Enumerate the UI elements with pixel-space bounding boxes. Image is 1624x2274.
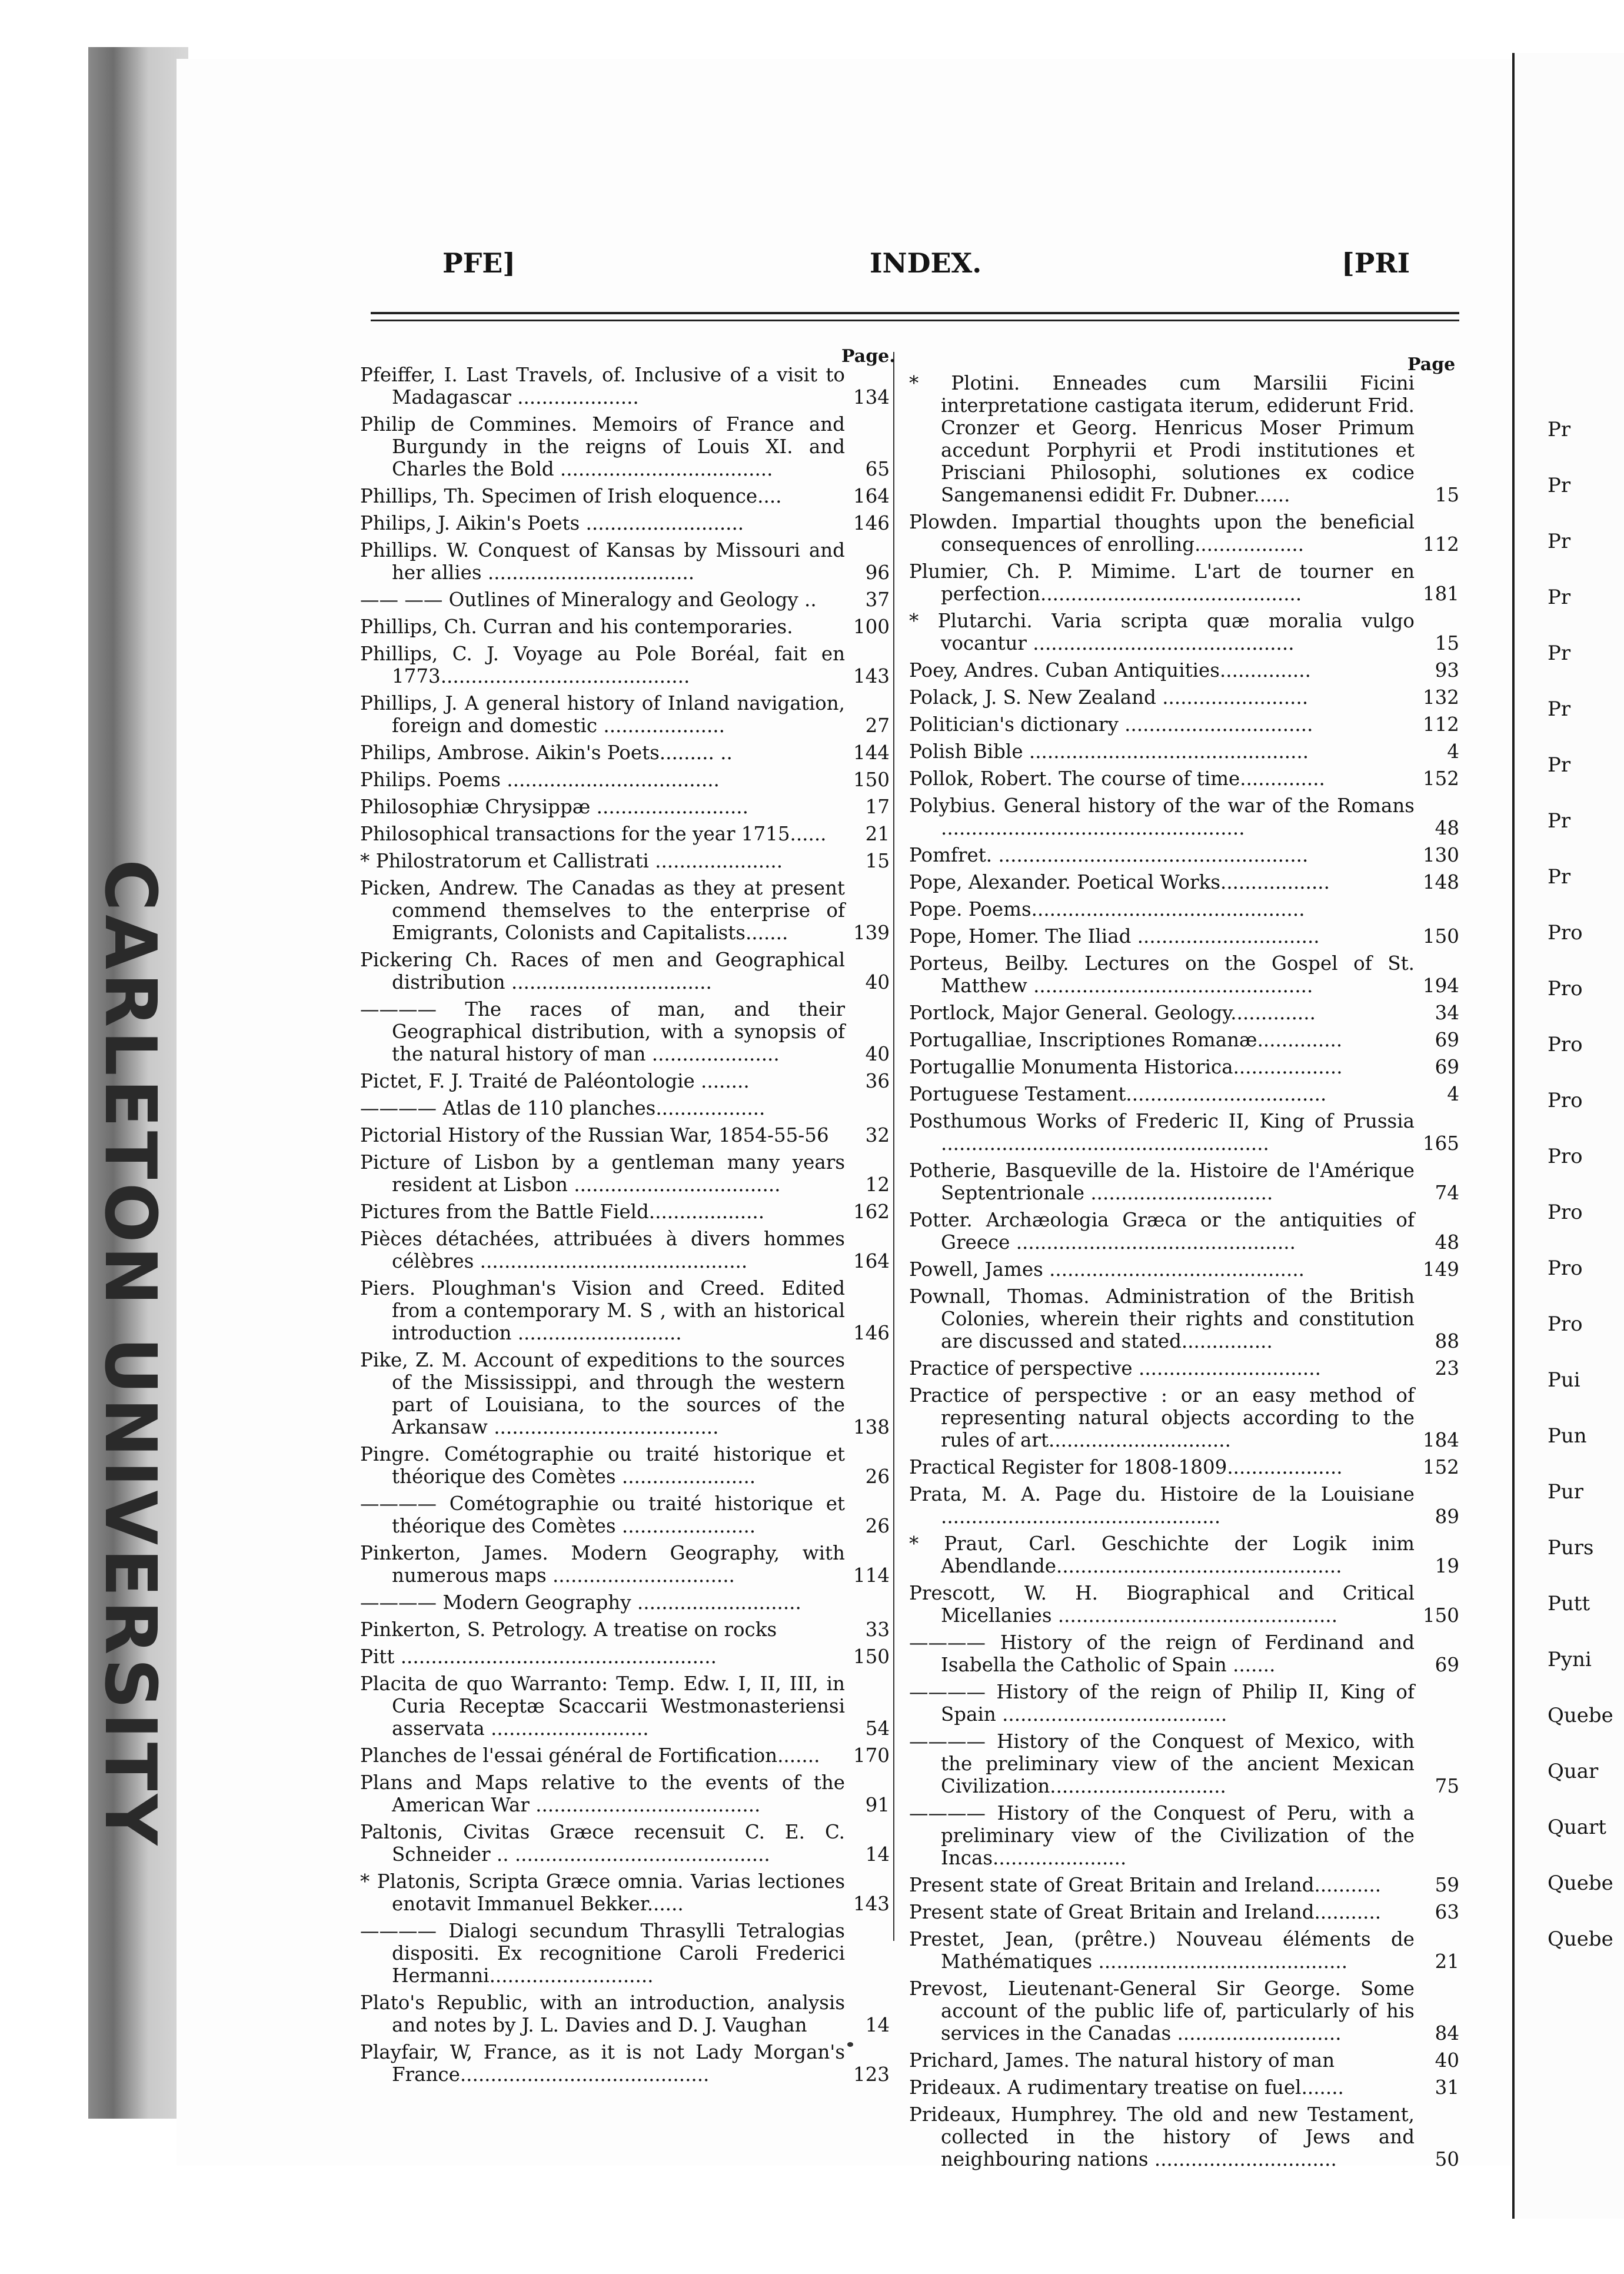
index-entry-text: ———— The races of man, and their Geographical distribution, with a synopsis of the natural history of man ..................... xyxy=(360,998,845,1065)
index-entry-text: Philips, Ambrose. Aikin's Poets......... .. xyxy=(360,742,733,764)
index-entry xyxy=(360,1277,890,1344)
index-entry xyxy=(909,767,1459,790)
index-entry xyxy=(909,740,1459,763)
index-entry xyxy=(909,610,1459,654)
index-entry-text: Prestet, Jean, (prêtre.) Nouveau éléments de Mathématiques ......................................... xyxy=(909,1928,1415,1973)
index-entry-page: 48 xyxy=(1435,1231,1459,1254)
index-entry-text: ———— Dialogi secundum Thrasylli Tetralogias dispositi. Ex recognitione Caroli Frederici Hermanni........................... xyxy=(360,1920,845,1987)
index-entry-text: Pope, Alexander. Poetical Works.................. xyxy=(909,871,1330,893)
index-entry xyxy=(360,539,890,584)
index-entry xyxy=(909,2076,1459,2099)
index-entry-text: Potter. Archæologia Græca or the antiquities of Greece .............................................. xyxy=(909,1209,1415,1254)
index-entry xyxy=(909,871,1459,893)
index-entry-page: 31 xyxy=(1435,2076,1459,2099)
index-entry-text: Present state of Great Britain and Ireland........... xyxy=(909,1901,1382,1923)
index-entry-page: 170 xyxy=(853,1744,890,1767)
adjacent-page-fragment: Pro xyxy=(1548,1089,1583,1112)
index-entry-text: Porteus, Beilby. Lectures on the Gospel of St. Matthew .............................................. xyxy=(909,952,1415,997)
index-entry-text: Pictet, F. J. Traité de Paléontologie ........ xyxy=(360,1070,750,1092)
index-entry-text: ———— Cométographie ou traité historique et théorique des Comètes ...................... xyxy=(360,1492,845,1537)
index-entry-page: 69 xyxy=(1435,1029,1459,1051)
index-entry xyxy=(909,925,1459,948)
index-entry xyxy=(360,1821,890,1866)
index-entry xyxy=(909,1483,1459,1528)
index-entry-text: Pièces détachées, attribuées à divers hommes célèbres ............................................ xyxy=(360,1228,845,1272)
index-entry xyxy=(360,413,890,480)
index-entry-page: 36 xyxy=(865,1070,890,1092)
index-entry-text: Playfair, W, France, as it is not Lady Morgan's France......................................... xyxy=(360,2041,845,2086)
index-entry-page: 150 xyxy=(853,1645,890,1668)
index-entry-text: Prichard, James. The natural history of man xyxy=(909,2049,1335,2072)
index-entry xyxy=(909,1730,1459,1797)
index-entry-text: Pope. Poems............................................. xyxy=(909,898,1305,920)
index-entry-page: 114 xyxy=(853,1564,890,1587)
index-entry xyxy=(909,686,1459,709)
index-entry-page: 75 xyxy=(1435,1775,1459,1797)
index-entry xyxy=(360,1151,890,1196)
index-entry-text: Pingre. Cométographie ou traité historique et théorique des Comètes ...................... xyxy=(360,1443,845,1488)
header-rule-thin xyxy=(371,320,1459,321)
index-entry-text: Prideaux. A rudimentary treatise on fuel....... xyxy=(909,2076,1344,2099)
index-entry xyxy=(360,1228,890,1272)
index-entry-page: 164 xyxy=(853,485,890,507)
index-entry-page: 4 xyxy=(1447,1083,1459,1105)
adjacent-page-fragment: Pro xyxy=(1548,1201,1583,1224)
adjacent-page-fragment: Quart xyxy=(1548,1816,1606,1839)
index-entry-text: Phillips, J. A general history of Inland navigation, foreign and domestic .................... xyxy=(360,692,845,737)
index-entry-page: 100 xyxy=(853,616,890,638)
adjacent-page-fragment: Pro xyxy=(1548,1312,1583,1336)
index-entry-text: Pownall, Thomas. Administration of the British Colonies, wherein their rights and constitution are discussed and stated............... xyxy=(909,1285,1415,1352)
index-entry-text: Pfeiffer, I. Last Travels, of. Inclusive of a visit to Madagascar .................... xyxy=(360,364,845,408)
index-entry-text: Placita de quo Warranto: Temp. Edw. I, II, III, in Curia Receptæ Scaccarii Westmonasteriensi asservata .......................... xyxy=(360,1673,845,1740)
index-entry-text: Phillips, C. J. Voyage au Pole Boréal, fait en 1773......................................... xyxy=(360,643,845,687)
index-entry xyxy=(360,998,890,1065)
index-entry xyxy=(909,1928,1459,1973)
index-entry-text: Polish Bible .............................................. xyxy=(909,740,1309,763)
index-entry xyxy=(909,1209,1459,1254)
index-entry-page: 165 xyxy=(1422,1132,1459,1155)
index-entry xyxy=(360,1443,890,1488)
index-entry-text: Pictorial History of the Russian War, 1854-55-56 xyxy=(360,1124,829,1146)
index-entry-page: 184 xyxy=(1422,1429,1459,1451)
left-index-column xyxy=(360,364,890,2090)
index-entry-text: Powell, James .......................................... xyxy=(909,1258,1304,1281)
index-entry-text: Philips. Poems ................................... xyxy=(360,769,720,791)
index-entry xyxy=(360,485,890,507)
index-entry xyxy=(909,1977,1459,2044)
index-entry-page: 26 xyxy=(865,1465,890,1488)
index-entry-page: 37 xyxy=(865,589,890,611)
index-entry xyxy=(360,742,890,764)
index-entry xyxy=(909,1901,1459,1923)
index-entry-page: 69 xyxy=(1435,1056,1459,1078)
adjacent-page-fragment: Quar xyxy=(1548,1760,1599,1783)
index-entry-text: ———— Atlas de 110 planches.................. xyxy=(360,1097,766,1119)
index-entry-page: 143 xyxy=(853,1893,890,1915)
index-entry xyxy=(360,1744,890,1767)
adjacent-page-fragment: Quebe xyxy=(1548,1871,1613,1895)
index-entry xyxy=(909,1384,1459,1451)
index-entry-text: Pictures from the Battle Field................... xyxy=(360,1201,765,1223)
index-entry xyxy=(909,1083,1459,1105)
index-entry xyxy=(909,1110,1459,1155)
index-entry xyxy=(360,1645,890,1668)
spine-stamp xyxy=(89,859,171,1849)
index-entry-text: Portugallie Monumenta Historica.................. xyxy=(909,1056,1343,1078)
index-entry-page: 150 xyxy=(1422,1604,1459,1627)
index-entry-text: Pike, Z. M. Account of expeditions to the sources of the Mississippi, and through the western part of Louisiana, to the sources of the Arkansaw ..................................... xyxy=(360,1349,845,1438)
index-entry xyxy=(360,2041,890,2086)
index-entry-page: 181 xyxy=(1422,583,1459,605)
index-entry-text: Plumier, Ch. P. Mimime. L'art de tourner en perfection........................................... xyxy=(909,560,1415,605)
index-entry xyxy=(360,1201,890,1223)
index-entry-text: * Philostratorum et Callistrati ..................... xyxy=(360,850,783,872)
index-entry xyxy=(909,1357,1459,1379)
index-entry-text: Phillips, Ch. Curran and his contemporaries. xyxy=(360,616,793,638)
index-entry-text: Pope, Homer. The Iliad .............................. xyxy=(909,925,1320,948)
index-entry xyxy=(360,1992,890,2036)
index-entry-page: 146 xyxy=(853,512,890,534)
index-entry xyxy=(360,823,890,845)
index-entry-text: * Plutarchi. Varia scripta quæ moralia vulgo vocantur ........................................... xyxy=(909,610,1415,654)
index-entry-page: 32 xyxy=(865,1124,890,1146)
index-entry-page: 48 xyxy=(1435,817,1459,839)
index-entry-page: 21 xyxy=(1435,1950,1459,1973)
index-entry-text: Portlock, Major General. Geology.............. xyxy=(909,1002,1316,1024)
index-entry-page: 21 xyxy=(865,823,890,845)
index-entry xyxy=(360,643,890,687)
index-entry-text: Plowden. Impartial thoughts upon the beneficial consequences of enrolling.................. xyxy=(909,511,1415,556)
index-entry-text: Phillips, Th. Specimen of Irish eloquence.... xyxy=(360,485,782,507)
index-entry xyxy=(909,1456,1459,1478)
index-entry-page: 143 xyxy=(853,665,890,687)
page-ornament xyxy=(847,2042,853,2047)
index-entry-text: Poey, Andres. Cuban Antiquities............... xyxy=(909,659,1311,681)
index-entry-text: Pitt .................................................... xyxy=(360,1645,717,1668)
index-entry-page: 26 xyxy=(865,1515,890,1537)
index-entry-page: 152 xyxy=(1422,767,1459,790)
index-entry-text: Polack, J. S. New Zealand ........................ xyxy=(909,686,1309,709)
index-entry-page: 59 xyxy=(1435,1874,1459,1896)
index-entry-page: 139 xyxy=(853,922,890,944)
index-entry xyxy=(360,1673,890,1740)
index-entry-text: Philip de Commines. Memoirs of France and Burgundy in the reigns of Louis XI. and Charles the Bold ................................... xyxy=(360,413,845,480)
index-entry-page: 69 xyxy=(1435,1654,1459,1676)
index-entry xyxy=(360,1870,890,1915)
index-entry-page: 93 xyxy=(1435,659,1459,681)
index-entry-page: 164 xyxy=(853,1250,890,1272)
adjacent-page-fragment: Quebe xyxy=(1548,1927,1613,1951)
adjacent-page-fragment: Pur xyxy=(1548,1480,1584,1504)
index-entry-page: 162 xyxy=(853,1201,890,1223)
index-entry-text: Pomfret. ................................................... xyxy=(909,844,1309,866)
index-entry xyxy=(909,1029,1459,1051)
adjacent-page-fragment: Pr xyxy=(1548,697,1571,721)
index-entry-text: ———— History of the Conquest of Mexico, with the preliminary view of the ancient Mexican Civilization............................. xyxy=(909,1730,1415,1797)
index-entry xyxy=(909,1582,1459,1627)
index-entry xyxy=(360,1124,890,1146)
index-entry-text: Practical Register for 1808-1809................... xyxy=(909,1456,1343,1478)
index-entry xyxy=(909,1258,1459,1281)
index-entry xyxy=(360,512,890,534)
index-entry xyxy=(360,589,890,611)
index-entry xyxy=(360,364,890,408)
index-entry-page: 65 xyxy=(865,458,890,480)
index-entry-text: Prescott, W. H. Biographical and Critical Micellanies .............................................. xyxy=(909,1582,1415,1627)
adjacent-page-fragment: Pro xyxy=(1548,1145,1583,1168)
index-entry-page: 130 xyxy=(1422,844,1459,866)
index-entry xyxy=(909,1681,1459,1726)
index-entry xyxy=(360,616,890,638)
index-entry-text: Planches de l'essai général de Fortification....... xyxy=(360,1744,820,1767)
index-entry-text: Phillips. W. Conquest of Kansas by Missouri and her allies .................................. xyxy=(360,539,845,584)
index-entry xyxy=(909,844,1459,866)
index-entry-text: * Platonis, Scripta Græce omnia. Varias lectiones enotavit Immanuel Bekker...... xyxy=(360,1870,845,1915)
index-entry-page: 74 xyxy=(1435,1182,1459,1204)
index-entry xyxy=(909,1631,1459,1676)
adjacent-page-edge xyxy=(1512,53,1624,2219)
index-entry-text: * Praut, Carl. Geschichte der Logik inim Abendlande............................................... xyxy=(909,1532,1415,1577)
index-entry xyxy=(909,511,1459,556)
index-entry-page: 96 xyxy=(865,561,890,584)
adjacent-page-fragment: Pr xyxy=(1548,530,1571,553)
index-entry xyxy=(909,1802,1459,1869)
header-left: PFE] xyxy=(442,247,516,279)
index-entry xyxy=(360,1591,890,1614)
adjacent-page-fragment: Purs xyxy=(1548,1536,1594,1560)
index-entry xyxy=(360,796,890,818)
index-entry-page: 84 xyxy=(1435,2022,1459,2044)
index-entry-page: 132 xyxy=(1422,686,1459,709)
adjacent-page-fragment: Pro xyxy=(1548,1256,1583,1280)
index-entry xyxy=(909,2103,1459,2170)
index-entry-text: Potherie, Basqueville de la. Histoire de l'Amérique Septentrionale .............................. xyxy=(909,1159,1415,1204)
index-entry xyxy=(909,713,1459,736)
index-entry-page: 150 xyxy=(853,769,890,791)
index-entry xyxy=(909,372,1459,506)
index-entry xyxy=(909,1159,1459,1204)
index-entry-page: 14 xyxy=(865,2014,890,2036)
index-entry-text: ———— History of the reign of Philip II, King of Spain ..................................... xyxy=(909,1681,1415,1726)
index-entry xyxy=(360,1920,890,1987)
index-entry-page: 112 xyxy=(1422,533,1459,556)
index-entry xyxy=(360,877,890,944)
index-entry-page: 27 xyxy=(865,714,890,737)
index-entry-page: 112 xyxy=(1422,713,1459,736)
index-entry-page: 123 xyxy=(853,2063,890,2086)
index-entry xyxy=(909,898,1459,920)
index-entry-page: 54 xyxy=(865,1717,890,1740)
index-entry-page: 40 xyxy=(865,971,890,993)
spine-stamp-text: CARLETON UNIVERSITY xyxy=(89,859,171,1849)
index-entry xyxy=(360,1492,890,1537)
index-entry-page: 63 xyxy=(1435,1901,1459,1923)
index-entry-text: ———— History of the Conquest of Peru, with a preliminary view of the Civilization of the Incas...................... xyxy=(909,1802,1415,1869)
index-entry xyxy=(360,1771,890,1816)
index-entry-text: Philosophiæ Chrysippæ ......................... xyxy=(360,796,748,818)
index-entry-page: 138 xyxy=(853,1416,890,1438)
index-entry xyxy=(360,1070,890,1092)
index-entry-text: Pinkerton, James. Modern Geography, with numerous maps .............................. xyxy=(360,1542,845,1587)
header-title: INDEX. xyxy=(870,247,982,279)
index-entry xyxy=(360,1349,890,1438)
index-entry xyxy=(360,1097,890,1119)
index-entry-text: Plans and Maps relative to the events of the American War ..................................... xyxy=(360,1771,845,1816)
index-entry xyxy=(909,560,1459,605)
index-entry-page: 14 xyxy=(865,1843,890,1866)
index-entry xyxy=(909,952,1459,997)
index-entry-text: ———— History of the reign of Ferdinand and Isabella the Catholic of Spain ....... xyxy=(909,1631,1415,1676)
index-entry-text: Picken, Andrew. The Canadas as they at present commend themselves to the enterprise of Emigrants, Colonists and Capitalists....... xyxy=(360,877,845,944)
adjacent-page-fragment: Pr xyxy=(1548,809,1571,833)
index-entry-page: 152 xyxy=(1422,1456,1459,1478)
index-entry-page: 12 xyxy=(865,1173,890,1196)
index-entry-page: 194 xyxy=(1422,975,1459,997)
index-entry-page: 144 xyxy=(853,742,890,764)
index-entry-page: 50 xyxy=(1435,2148,1459,2170)
index-entry-page: 149 xyxy=(1422,1258,1459,1281)
index-entry-page: 89 xyxy=(1435,1505,1459,1528)
header-right: [PRI xyxy=(1342,247,1410,279)
index-entry-text: —— —— Outlines of Mineralogy and Geology .. xyxy=(360,589,817,611)
header-rule-thick xyxy=(371,312,1459,314)
adjacent-page-fragment: Pr xyxy=(1548,753,1571,777)
index-entry-page: 150 xyxy=(1422,925,1459,948)
index-entry xyxy=(360,949,890,993)
adjacent-page-fragment: Pro xyxy=(1548,1033,1583,1056)
index-entry-text: Plato's Republic, with an introduction, analysis and notes by J. L. Davies and D. J. Vaughan xyxy=(360,1992,845,2036)
index-entry-text: Prevost, Lieutenant-General Sir George. Some account of the public life of, particularly of his services in the Canadas ........................... xyxy=(909,1977,1415,2044)
index-entry xyxy=(360,850,890,872)
index-entry-text: Portuguese Testament................................. xyxy=(909,1083,1327,1105)
index-entry-text: Polybius. General history of the war of the Romans .................................................. xyxy=(909,794,1415,839)
adjacent-page-fragment: Putt xyxy=(1548,1592,1590,1615)
index-entry-page: 91 xyxy=(865,1794,890,1816)
index-entry xyxy=(360,692,890,737)
index-entry xyxy=(909,1532,1459,1577)
adjacent-page-fragment: Pr xyxy=(1548,586,1571,609)
adjacent-page-fragment: Pr xyxy=(1548,418,1571,441)
index-entry-page: 23 xyxy=(1435,1357,1459,1379)
adjacent-page-fragment: Pyni xyxy=(1548,1648,1592,1671)
index-entry xyxy=(909,1874,1459,1896)
index-entry xyxy=(909,1285,1459,1352)
index-entry-page: 88 xyxy=(1435,1330,1459,1352)
index-entry-text: Present state of Great Britain and Ireland........... xyxy=(909,1874,1382,1896)
index-entry xyxy=(909,1002,1459,1024)
index-entry-text: Philips, J. Aikin's Poets .......................... xyxy=(360,512,744,534)
adjacent-page-fragment: Pun xyxy=(1548,1424,1587,1448)
index-entry-page: 33 xyxy=(865,1618,890,1641)
index-entry-page: 15 xyxy=(865,850,890,872)
column-divider xyxy=(893,352,894,1941)
index-entry-text: Pinkerton, S. Petrology. A treatise on rocks xyxy=(360,1618,777,1641)
left-page-label: Page. xyxy=(841,346,896,367)
index-entry xyxy=(909,2049,1459,2072)
adjacent-page-fragment: Pui xyxy=(1548,1368,1580,1392)
index-entry xyxy=(909,659,1459,681)
index-entry-text: Pollok, Robert. The course of time.............. xyxy=(909,767,1325,790)
adjacent-page-fragment: Pr xyxy=(1548,474,1571,497)
index-entry-text: Prata, M. A. Page du. Histoire de la Louisiane .............................................. xyxy=(909,1483,1415,1528)
index-entry-page: 134 xyxy=(853,386,890,408)
index-entry-text: * Plotini. Enneades cum Marsilii Ficini interpretatione castigata iterum, ediderunt Frid. Cronzer et Georg. Henricus Moser Primum accedunt Porphyrii et Prodi institutiones et Prisciani Philosophi, solutiones ex codice Sangemanensi edidit Fr. Dubner...... xyxy=(909,372,1415,506)
index-entry-page: 19 xyxy=(1435,1555,1459,1577)
index-entry-text: Picture of Lisbon by a gentleman many years resident at Lisbon .................................. xyxy=(360,1151,845,1196)
index-entry-text: Prideaux, Humphrey. The old and new Testament, collected in the history of Jews and neighbouring nations .............................. xyxy=(909,2103,1415,2170)
adjacent-page-fragment: Pr xyxy=(1548,641,1571,665)
index-entry-page: 148 xyxy=(1422,871,1459,893)
index-entry-text: Paltonis, Civitas Græce recensuit C. E. C. Schneider .. .......................................... xyxy=(360,1821,845,1866)
index-entry-text: Portugalliae, Inscriptiones Romanæ.............. xyxy=(909,1029,1343,1051)
index-entry-text: Piers. Ploughman's Vision and Creed. Edited from a contemporary M. S , with an historical introduction ........................... xyxy=(360,1277,845,1344)
index-entry-text: Posthumous Works of Frederic II, King of Prussia ...................................................... xyxy=(909,1110,1415,1155)
index-entry-page: 146 xyxy=(853,1322,890,1344)
index-entry-page: 40 xyxy=(1435,2049,1459,2072)
right-index-column xyxy=(909,372,1459,2175)
adjacent-page-fragment: Pro xyxy=(1548,921,1583,945)
index-entry-page: 17 xyxy=(865,796,890,818)
index-entry xyxy=(909,794,1459,839)
index-entry-page: 15 xyxy=(1435,484,1459,506)
index-entry-page: 4 xyxy=(1447,740,1459,763)
index-entry xyxy=(360,1618,890,1641)
adjacent-page-fragment: Pro xyxy=(1548,977,1583,1000)
index-entry-text: ———— Modern Geography ........................... xyxy=(360,1591,801,1614)
index-entry xyxy=(360,769,890,791)
index-entry-text: Practice of perspective .............................. xyxy=(909,1357,1321,1379)
index-entry-text: Politician's dictionary ............................... xyxy=(909,713,1313,736)
index-entry-text: Pickering Ch. Races of men and Geographical distribution ................................. xyxy=(360,949,845,993)
adjacent-page-fragment: Quebe xyxy=(1548,1704,1613,1727)
index-entry-page: 15 xyxy=(1435,632,1459,654)
right-page-label: Page xyxy=(1407,354,1456,375)
adjacent-page-fragment: Pr xyxy=(1548,865,1571,889)
index-entry-text: Philosophical transactions for the year 1715...... xyxy=(360,823,827,845)
index-entry-text: Practice of perspective : or an easy method of representing natural objects according to the rules of art.............................. xyxy=(909,1384,1415,1451)
index-entry xyxy=(360,1542,890,1587)
index-entry xyxy=(909,1056,1459,1078)
index-entry-page: 40 xyxy=(865,1043,890,1065)
index-entry-page: 34 xyxy=(1435,1002,1459,1024)
